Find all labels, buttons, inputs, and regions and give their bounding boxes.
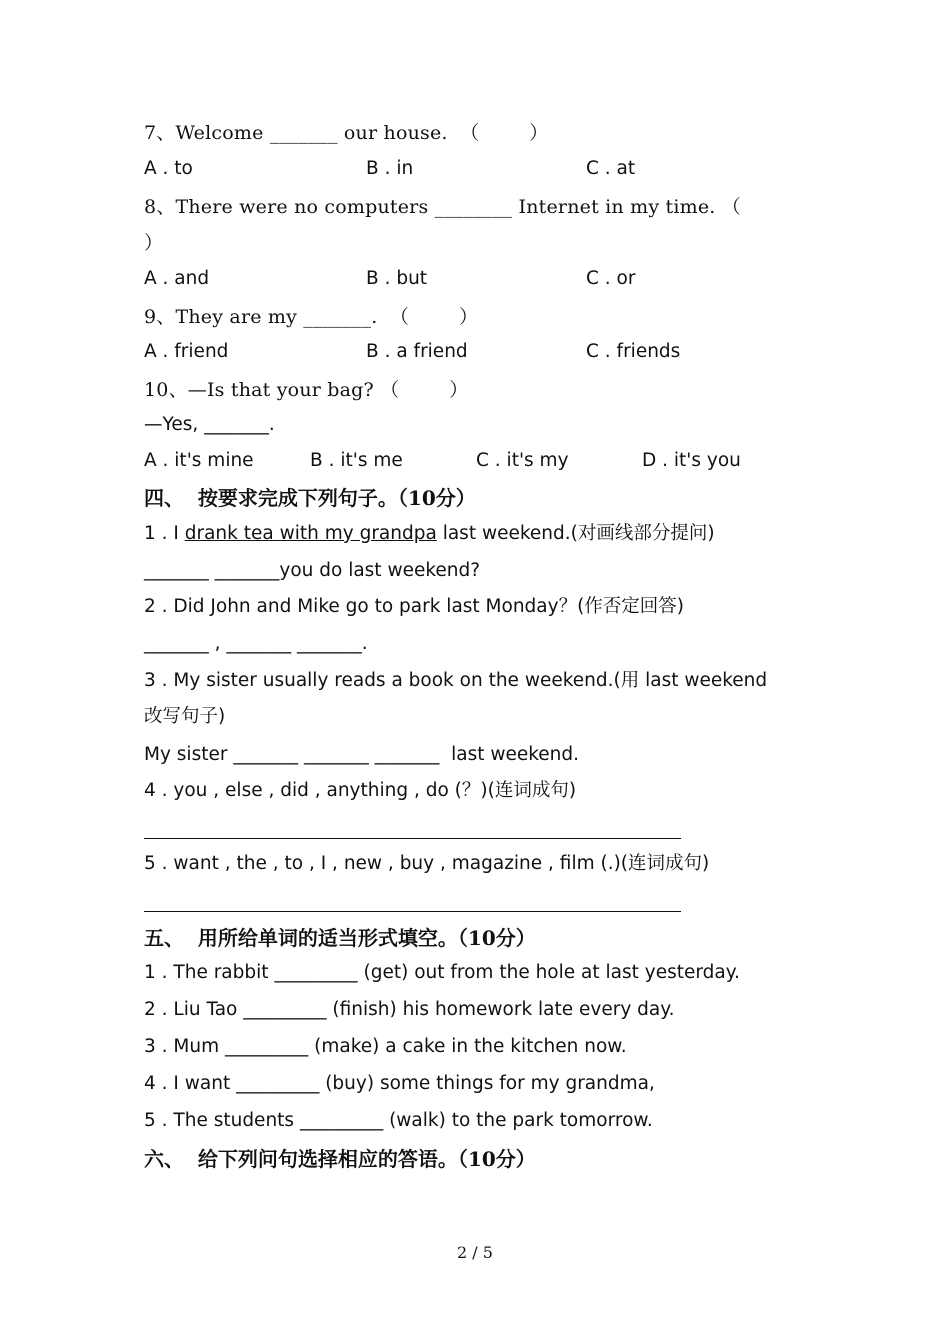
q10-option-d: D . it's you xyxy=(642,450,741,471)
q9-stem: 9、They are my _______. （ ） xyxy=(144,306,479,328)
section5-item-1: 1 . The rabbit _________ (get) out from the hole at last yesterday. xyxy=(144,962,740,983)
q10-reply: —Yes, _______. xyxy=(144,414,275,435)
q9-option-b: B . a friend xyxy=(366,341,468,362)
section4-s5: 5 . want , the , to , I , new , buy , magazine , film (.)(连词成句) xyxy=(144,853,710,874)
q10-option-a: A . it's mine xyxy=(144,450,254,471)
page-number: 2 / 5 xyxy=(457,1243,493,1262)
q10-option-b: B . it's me xyxy=(310,450,403,471)
q8-stem: 8、There were no computers ________ Internet in my time. （ xyxy=(144,196,741,218)
section4-s3-answer: My sister _______ _______ _______ last weekend. xyxy=(144,744,580,765)
q8-option-a: A . and xyxy=(144,268,210,289)
section5-heading: 五、 用所给单词的适当形式填空。（10分） xyxy=(144,926,536,950)
q9-option-c: C . friends xyxy=(586,341,681,362)
section4-s1: 1 . I drank tea with my grandpa last weekend.(对画线部分提问) xyxy=(144,523,715,544)
section4-heading: 四、 按要求完成下列句子。（10分） xyxy=(144,486,476,510)
underlined-phrase: drank tea with my grandpa xyxy=(184,523,437,544)
section5-item-3: 3 . Mum _________ (make) a cake in the kitchen now. xyxy=(144,1036,627,1057)
answer-line xyxy=(144,911,681,912)
q8-stem-cont: ） xyxy=(144,232,164,254)
section4-s2: 2 . Did John and Mike go to park last Monday？(作否定回答) xyxy=(144,596,685,617)
q9-option-a: A . friend xyxy=(144,341,229,362)
q8-option-c: C . or xyxy=(586,268,636,289)
section5-item-4: 4 . I want _________ (buy) some things for my grandma, xyxy=(144,1073,655,1094)
section6-heading: 六、 给下列问句选择相应的答语。（10分） xyxy=(144,1147,536,1171)
section4-s4: 4 . you , else , did , anything , do (？)(连词成句) xyxy=(144,780,577,801)
q8-option-b: B . but xyxy=(366,268,428,289)
answer-line xyxy=(144,838,681,839)
q7-stem: 7、Welcome _______ our house. （ ） xyxy=(144,122,549,144)
section4-s1-answer: _______ _______you do last weekend? xyxy=(144,560,481,581)
q7-option-c: C . at xyxy=(586,158,636,179)
section4-s3: 3 . My sister usually reads a book on the weekend.(用 last weekend xyxy=(144,670,768,691)
section4-s3-cont: 改写句子) xyxy=(144,706,226,727)
q10-option-c: C . it's my xyxy=(476,450,569,471)
section5-item-2: 2 . Liu Tao _________ (finish) his homework late every day. xyxy=(144,999,675,1020)
q10-stem: 10、—Is that your bag? （ ） xyxy=(144,379,469,401)
q7-option-b: B . in xyxy=(366,158,414,179)
section4-s2-answer: _______ , _______ _______. xyxy=(144,633,368,654)
q7-option-a: A . to xyxy=(144,158,193,179)
section5-item-5: 5 . The students _________ (walk) to the park tomorrow. xyxy=(144,1110,653,1131)
